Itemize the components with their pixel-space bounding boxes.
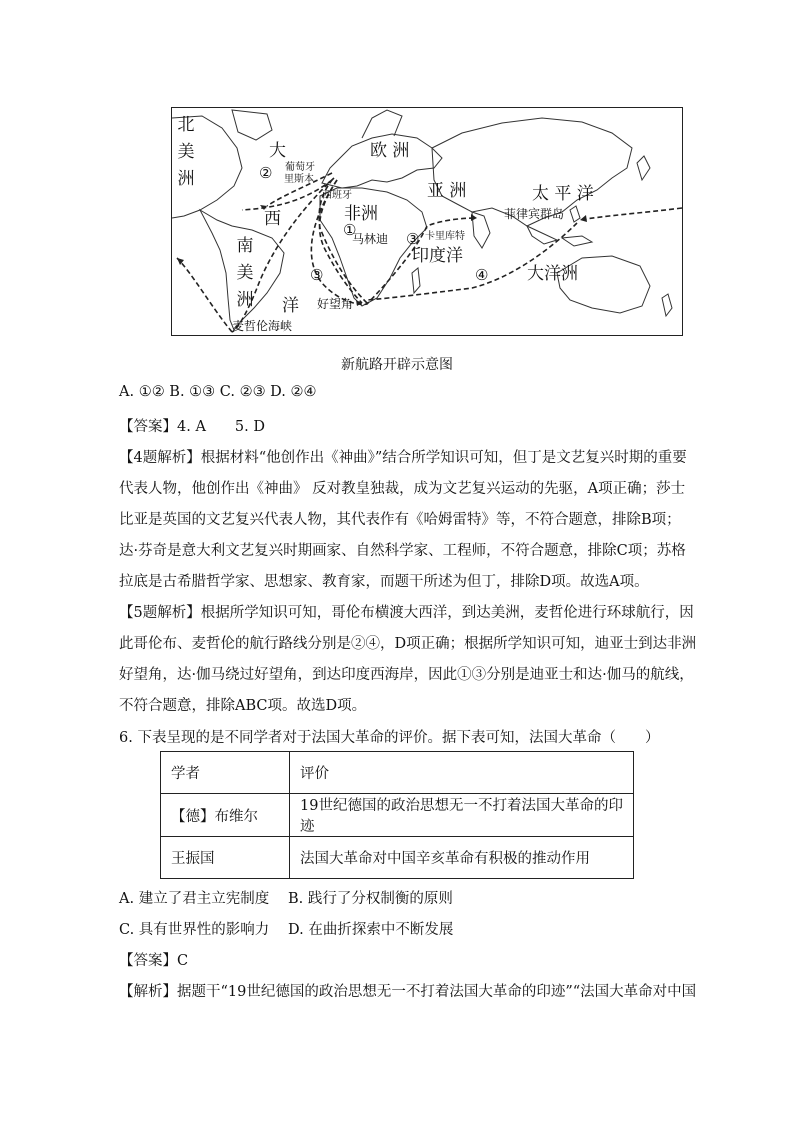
table-row <box>161 794 634 837</box>
expl4-line-1 <box>119 446 687 467</box>
expl5-line-2: 此哥伦布、麦哲伦的航行路线分别是②④，D项正确；根据所学知识可知，迪亚士到达非洲 <box>119 636 697 652</box>
q6-expl-text: 据题干“19世纪德国的政治思想无一不打着法国大革命的印迹”“法国大革命对中国 <box>177 984 697 1000</box>
expl5-line-3: 好望角，达·伽马绕过好望角，到达印度西海岸，因此①③分别是迪亚士和达·伽马的航线， <box>119 667 694 683</box>
label-philippines: 菲律宾群岛 <box>504 207 565 221</box>
q6-answer <box>119 949 188 970</box>
label-indian-ocean: 印度洋 <box>412 246 463 266</box>
expl4-line-5: 拉底是古希腊哲学家、思想家、教育家，而题干所述为但丁，排除D项。故选A项。 <box>119 574 649 590</box>
new-routes-map <box>171 107 683 336</box>
q6-expl-label: 【解析】 <box>119 984 177 1000</box>
expl5-label: 【5题解析】 <box>119 605 201 621</box>
label-europe: 欧 洲 <box>370 141 410 161</box>
label-lisbon: 里斯本 <box>284 174 314 185</box>
expl4-line-2: 代表人物，他创作出《神曲》 反对教皇独裁，成为文艺复兴运动的先驱，A项正确；莎士 <box>119 481 686 497</box>
label-atlantic-xi: 西 <box>264 209 281 229</box>
label-cape-of-good-hope: 好望角 <box>317 297 354 311</box>
label-atlantic-da: 大 <box>269 141 286 161</box>
expl4-label: 【4题解析】 <box>119 450 201 466</box>
route-marker-4: ④ <box>475 266 489 284</box>
expl4-line-3: 比亚是英国的文艺复兴代表人物，其代表作有《哈姆雷特》等，不符合题意，排除B项； <box>119 512 681 528</box>
label-atlantic-yang: 洋 <box>282 296 299 316</box>
table-row <box>161 837 634 879</box>
expl5-line-1 <box>119 601 694 622</box>
table-header-row <box>161 752 634 794</box>
route-marker-2: ② <box>259 164 273 182</box>
q6-option-d: D. 在曲折探索中不断发展 <box>288 922 454 938</box>
header-scholar: 学者 <box>161 752 290 794</box>
evaluation-table <box>160 751 634 879</box>
answer-4-5 <box>119 415 265 436</box>
expl4-line-4: 达·芬奇是意大利文艺复兴时期画家、自然科学家、工程师，不符合题意，排除C项；苏格 <box>119 543 686 559</box>
label-calicut: 卡里库特 <box>425 231 465 242</box>
q6-answer-value: C <box>177 953 189 969</box>
label-magellan-strait: 麦哲伦海峡 <box>232 319 293 333</box>
label-pacific: 太 平 洋 <box>532 184 594 204</box>
label-spain: 西班牙 <box>322 190 352 201</box>
expl5-text-1: 根据所学知识可知，哥伦布横渡大西洋，到达美洲，麦哲伦进行环球航行，因 <box>200 605 694 621</box>
expl5-line-4: 不符合题意，排除ABC项。故选D项。 <box>119 698 367 714</box>
row2-evaluation: 法国大革命对中国辛亥革命有积极的推动作用 <box>290 837 634 879</box>
map-caption: 新航路开辟示意图 <box>341 357 453 373</box>
row2-scholar: 王振国 <box>161 837 290 879</box>
row1-evaluation: 19世纪德国的政治思想无一不打着法国大革命的印迹 <box>290 794 634 837</box>
route-marker-1: ① <box>343 221 357 239</box>
label-asia: 亚 洲 <box>427 181 467 201</box>
answer-text: 4. A 5. D <box>177 419 265 435</box>
label-south-america: 南美洲 <box>236 236 254 310</box>
answer-label: 【答案】 <box>119 419 177 435</box>
expl4-text-1: 根据材料“他创作出《神曲》”结合所学知识可知，但丁是文艺复兴时期的重要 <box>200 450 687 466</box>
q6-explanation <box>119 980 696 1001</box>
q6-option-b: B. 践行了分权制衡的原则 <box>288 891 453 907</box>
q6-stem: 6. 下表呈现的是不同学者对于法国大革命的评价。据下表可知，法国大革命（ ） <box>119 730 660 746</box>
route-marker-3b: ③ <box>406 230 420 248</box>
route-marker-3a: ③ <box>310 266 324 284</box>
q6-option-a: A. 建立了君主立宪制度 <box>119 891 270 907</box>
q6-answer-label: 【答案】 <box>119 953 177 969</box>
q4-options: A. ①② B. ①③ C. ②③ D. ②④ <box>119 384 317 400</box>
label-malindi: 马林迪 <box>352 232 389 246</box>
header-evaluation: 评价 <box>290 752 634 794</box>
label-north-america: 北美洲 <box>177 115 195 189</box>
row1-scholar: 【德】布维尔 <box>161 794 290 837</box>
label-portugal: 葡萄牙 <box>285 162 315 173</box>
label-oceania: 大洋洲 <box>527 264 578 284</box>
q6-option-c: C. 具有世界性的影响力 <box>119 922 270 938</box>
label-africa: 非洲 <box>344 204 378 224</box>
